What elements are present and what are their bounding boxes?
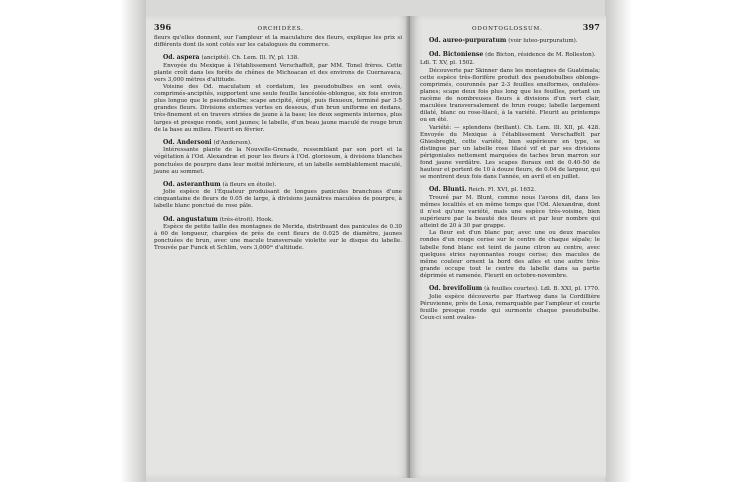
entry-heading	[154, 216, 402, 225]
left-page	[146, 16, 410, 478]
scan-margin-right	[605, 0, 750, 482]
body-paragraph: La fleur est d'un blanc pur, avec une ou deux macules rondes d'un rouge cerise sur le centre de chaque sépale; le labelle fond blanc est teint de jaune citron au centre, avec quelques stries rayonnantes rouge cerise; des macules de même couleur ornent la bord des ailes et une autre très-grande occupe tout le centre du labelle dans sa partie déprimée et ramenée. Fleurit en octobre-novembre.	[420, 230, 600, 279]
species-reference: (très-étroit). Hook.	[219, 216, 274, 223]
body-paragraph: Intéressante plante de la Nouvelle-Grenade, ressemblant par son port et la végétation à l'Od. Alexandræ et pour les fleurs à l'Od. gloriosum, à divisions blanches ponctuées de pourpre dans leur moitié inférieure, et un labelle semblablement maculé, jaune au sommet.	[154, 147, 403, 175]
entry-heading	[420, 186, 600, 195]
entry-heading	[420, 51, 600, 68]
species-reference: (d'Anderson).	[213, 139, 252, 146]
species-name: Od. Andersoni	[163, 138, 212, 146]
species-reference: Reich. Fl. XVI, pl. 1652.	[468, 187, 536, 194]
species-name: Od. Blunti.	[429, 186, 467, 194]
species-reference: (voir luteo-purpuratum).	[508, 38, 578, 44]
scan-margin-left	[0, 0, 146, 482]
entry-heading	[154, 181, 402, 190]
body-paragraph: Jolie espèce de l'Équateur produisant de longues panicules branchues d'une cinquantaine de fleurs de 0.05 de large, à divisions jaunâtres maculées de pourpre, à labelle blanc ponctué de rose pâle.	[154, 189, 402, 210]
right-running-header	[420, 22, 600, 32]
body-paragraph: Trouvé par M. Blunt, comme nous l'avons dit, dans les mêmes localités et en même temps que l'Od. Alexandræ, dont il n'est qu'une variété, mais une espèce très-voisine, bien supérieure par la beauté des fleurs et par leur nombre qui atteint de 20 à 30 par grappe.	[420, 194, 600, 230]
body-paragraph: Envoyée du Mexique à l'établissement Verschaffelt, par MM. Tonel frères. Cette plante croît dans les forêts de chênes de Michoacan et des environs de Cuernavaca, vers 3,000 mètres d'altitude.	[154, 62, 402, 83]
entry-heading	[420, 37, 600, 46]
species-reference: (ancipité). Ch. Lem. Ill. IV, pl. 138.	[201, 55, 300, 62]
species-name: Od. brevifolium	[429, 285, 483, 292]
species-reference: (à fleurs en étoile).	[222, 181, 277, 188]
body-paragraph: Jolie espèce découverte par Hartweg dans la Cordillière Péruvienne, près de Loxa, remarquable par l'ampleur et courte feuille presque ronde qui surmonte chaque pseudobulbe. Ceux-ci sont ovales-	[420, 293, 600, 321]
species-name: Od. aspera	[163, 54, 200, 62]
left-running-header	[154, 22, 402, 32]
species-name: Od. aureo-purpuratum	[429, 37, 507, 44]
species-name: Od. asteranthum	[163, 180, 221, 188]
species-reference: (à feuilles courtes). Ldl. B. XXI, pl. 1770.	[484, 286, 600, 292]
species-name: Od. Bictoniense	[429, 50, 484, 58]
right-page-number: 397	[582, 22, 600, 32]
entry-heading	[154, 54, 402, 63]
right-page-body	[420, 22, 600, 322]
species-name: Od. angustatum	[163, 215, 218, 223]
body-paragraph: Espèce de petite taille des montagnes de Merida, distribuant des panicules de 0.30 à 60 de longueur, chargées de près de cent fleurs de 0.025 de diamètre, jaunes ponctuées de brun, avec une macule transversale violette sur le disque du labelle. Trouvée par Funck et Schlim, vers 3,000ᵐ d'altitude.	[154, 224, 402, 252]
left-page-number: 396	[154, 22, 172, 32]
left-running-title: ORCHIDÉES.	[257, 26, 304, 32]
right-running-title: ODONTOGLOSSUM.	[472, 26, 543, 32]
left-page-body	[154, 22, 402, 253]
body-paragraph: fleurs qu'elles donnent, sur l'ampleur et la maculature des fleurs, explique les prix si différents dont ils sont cotés sur les catalogues du commerce.	[154, 35, 402, 49]
body-paragraph: Variété: — splendens (brillant). Ch. Lem. Ill. XII, pl. 428. Envoyée du Mexique à l'établissement Verschaffelt par Ghiesbreght, cette variété, bien supérieure en type, se distingue par un labelle rose lilacé vif et par ses divisions périgoniales nettement marquées de taches brun marron sur fond jaune verdâtre. Les scapes floraux ont de 0.40-50 de hauteur et portent de 10 à douze fleurs, de 0.04 de largeur, qui se montrent deux fois dans l'année, en avril et en juillet.	[420, 124, 600, 181]
body-paragraph: Découverte par Skinner dans les montagnes de Guatémala; cette espèce très-florifère produit des pseudobulbes oblongs-comprimés, couronnés par 2-3 feuilles ensiformes, ondulées-planes; scape deux fois plus long que les feuilles, portant un racème de nombreuses fleurs à divisions d'un vert clair, maculées transversalement de brun rouge; labelle largement dilaté, blanc ou rose-lilacé, à la variété. Fleurit au printemps ou en été.	[420, 67, 600, 124]
species-reference: (de Bicton, résidence de M. Rolleston). Ldl. T. XV, pl. 1502.	[420, 51, 596, 67]
right-page	[410, 16, 606, 478]
body-paragraph: Voisine des Od. maculatum et cordatum, les pseudobulbes en sont ovés, comprimés-ancipités, supportent une seule feuille lancéolée-oblongue, six fois environ plus longue que le pseudobulbe; scape ancipité, érigé, puis flexueux, terminé par 3-5 grandes fleurs. Divisions externes vertes en dessous, d'un brun uniforme en dedans, très-finement et en travers striées de jaune à la base; les deux segments internes, plus larges et presque ronds, sont jaunes; le labelle, d'un beau jaune maculé de rouge brun de la base au milieu. Fleurit en février.	[154, 84, 402, 133]
entry-heading	[420, 285, 600, 294]
